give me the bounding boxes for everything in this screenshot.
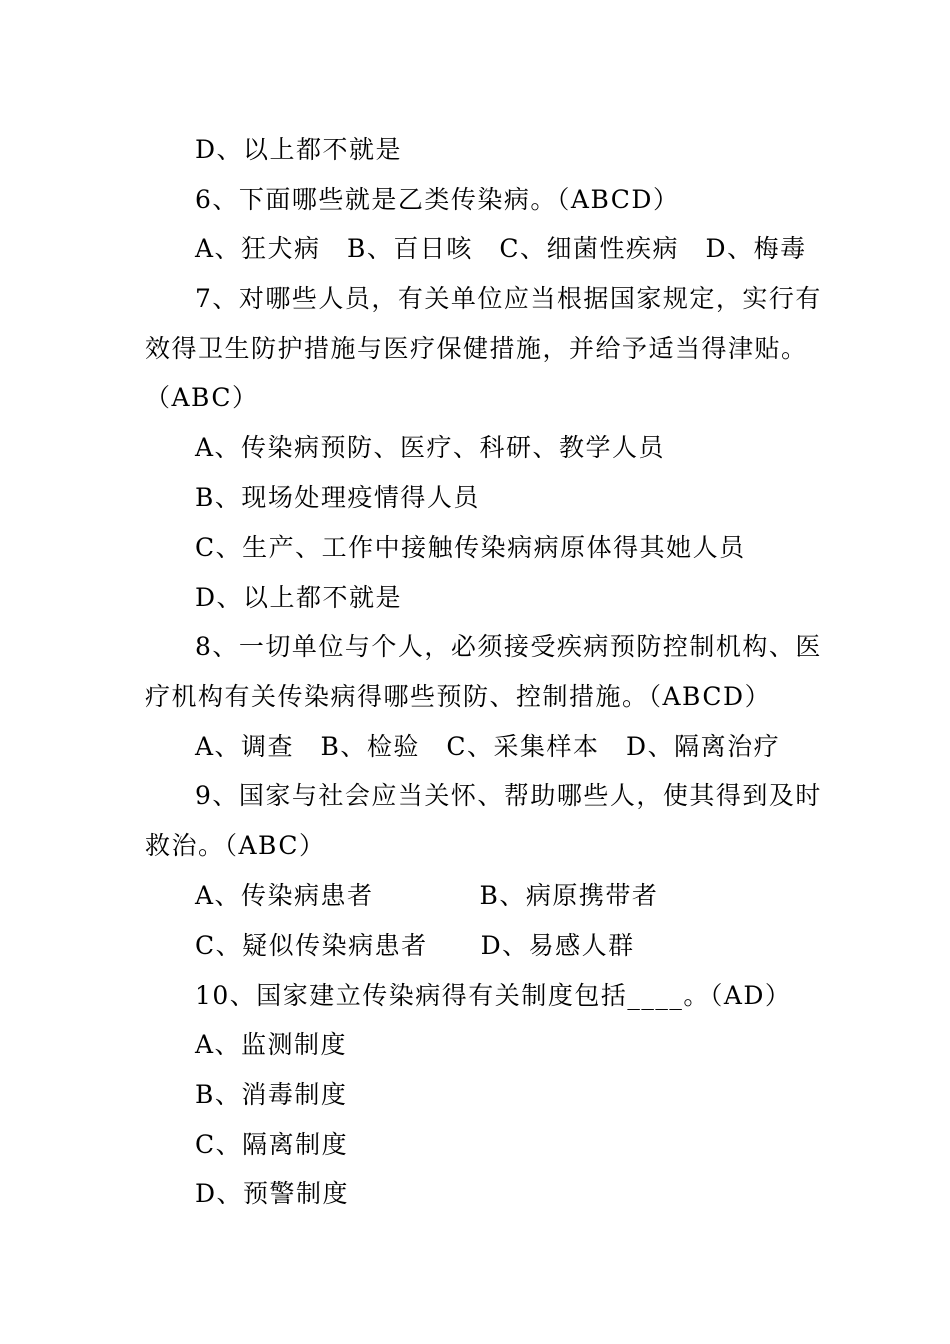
options-q8: A、调查 B、检验 C、采集样本 D、隔离治疗	[195, 732, 781, 761]
question-6: 6、下面哪些就是乙类传染病。（ABCD）	[195, 185, 680, 214]
option-line-q5-d: D、以上都不就是	[195, 135, 403, 164]
question-7-line-1: 7、对哪些人员，有关单位应当根据国家规定，实行有	[195, 284, 822, 313]
question-7-line-2: 效得卫生防护措施与医疗保健措施，并给予适当得津贴。	[145, 334, 808, 363]
question-7-answer: （ABC）	[145, 383, 259, 412]
question-8-line-1: 8、一切单位与个人，必须接受疾病预防控制机构、医	[195, 632, 822, 661]
option-q10-a: A、监测制度	[195, 1030, 348, 1059]
question-10: 10、国家建立传染病得有关制度包括____。（AD）	[195, 981, 792, 1010]
option-q7-b: B、现场处理疫情得人员	[195, 483, 480, 512]
option-q7-c: C、生产、工作中接触传染病病原体得其她人员	[195, 533, 746, 562]
option-q10-d: D、预警制度	[195, 1179, 350, 1208]
options-q9-ab: A、传染病患者 B、病原携带者	[195, 881, 659, 910]
option-q7-d: D、以上都不就是	[195, 583, 403, 612]
question-9-line-1: 9、国家与社会应当关怀、帮助哪些人，使其得到及时	[195, 781, 822, 810]
question-9-line-2: 救治。（ABC）	[145, 831, 326, 860]
options-q6: A、狂犬病 B、百日咳 C、细菌性疾病 D、梅毒	[195, 234, 807, 263]
options-q9-cd: C、疑似传染病患者 D、易感人群	[195, 931, 635, 960]
question-8-line-2: 疗机构有关传染病得哪些预防、控制措施。（ABCD）	[145, 682, 772, 711]
option-q10-c: C、隔离制度	[195, 1130, 349, 1159]
option-q10-b: B、消毒制度	[195, 1080, 348, 1109]
option-q7-a: A、传染病预防、医疗、科研、教学人员	[195, 433, 666, 462]
